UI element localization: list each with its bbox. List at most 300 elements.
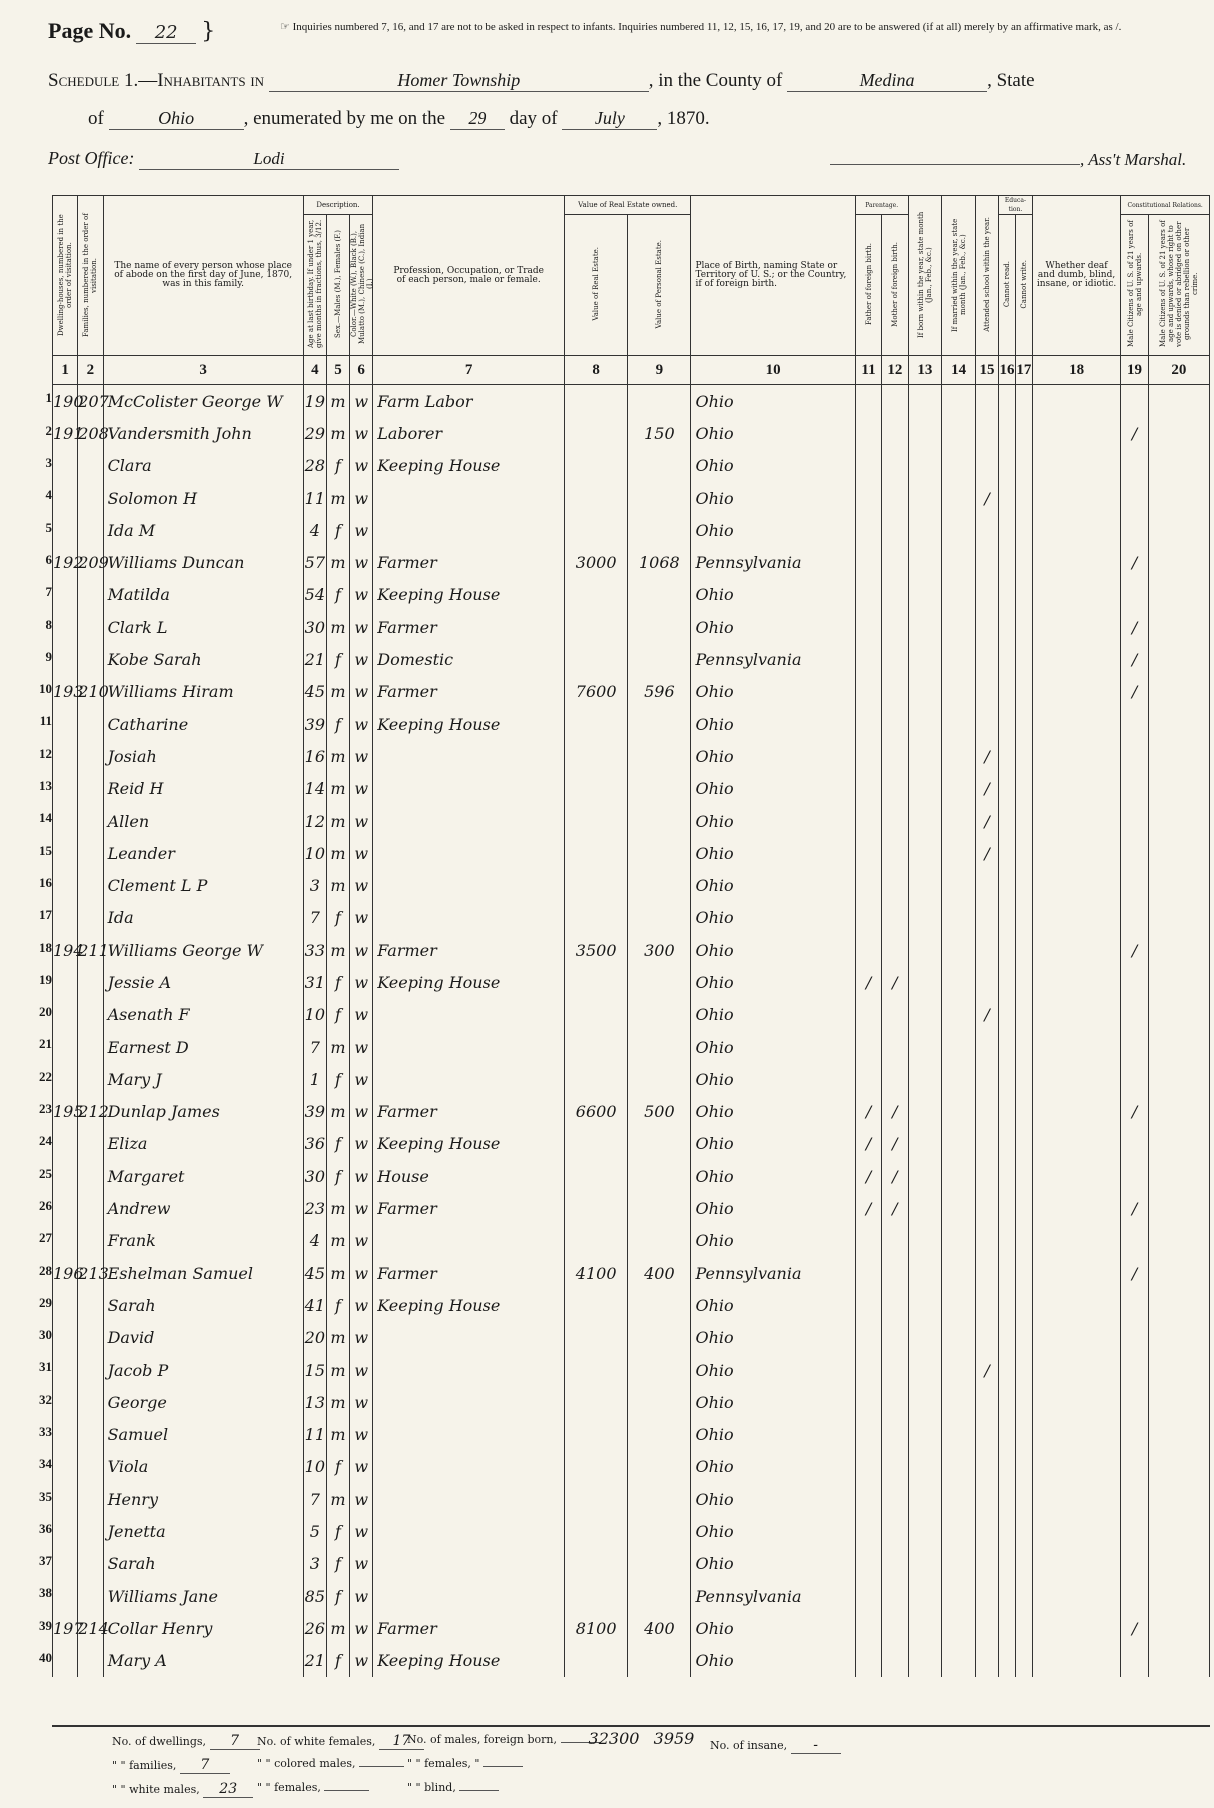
page-number: 22 (136, 22, 196, 44)
born-in-year (908, 1063, 942, 1095)
disability (1032, 1483, 1121, 1515)
vote-denied (1148, 837, 1209, 869)
summary-footer (52, 1725, 1210, 1805)
constitutional-header: Constitutional Relations. (1121, 196, 1210, 215)
attended-school: / (975, 740, 998, 772)
age: 30 (303, 1160, 326, 1192)
married-in-year (942, 805, 976, 837)
summary-white-males: " " white males, 23 (112, 1781, 253, 1798)
mother-foreign: / (882, 966, 908, 998)
father-foreign (855, 837, 881, 869)
age: 11 (303, 482, 326, 514)
personal-estate-value (628, 1451, 691, 1483)
sex: f (326, 1289, 349, 1321)
cannot-read (999, 1128, 1016, 1160)
father-foreign: / (855, 1128, 881, 1160)
birthplace: Ohio (691, 676, 855, 708)
cannot-write (1015, 1580, 1032, 1612)
occupation: Keeping House (373, 1128, 565, 1160)
age: 28 (303, 450, 326, 482)
father-foreign (855, 1257, 881, 1289)
occupation (373, 869, 565, 901)
row-number: 25 (39, 1166, 52, 1181)
married-in-year (942, 1128, 976, 1160)
enumeration-line (88, 108, 710, 130)
person-name: Sarah (103, 1289, 303, 1321)
disability (1032, 514, 1121, 546)
person-name: Williams Jane (103, 1580, 303, 1612)
real-estate-value (565, 579, 628, 611)
dwelling-number (53, 1645, 78, 1677)
sex: f (326, 514, 349, 546)
mother-foreign: / (882, 1128, 908, 1160)
disability (1032, 1515, 1121, 1547)
person-name: Samuel (103, 1419, 303, 1451)
table-row (53, 708, 1210, 740)
cannot-read (999, 643, 1016, 675)
male-citizen-21: / (1121, 1096, 1148, 1128)
birthplace: Ohio (691, 1548, 855, 1580)
row-number: 28 (39, 1263, 52, 1278)
occupation (373, 773, 565, 805)
mother-foreign (882, 450, 908, 482)
parentage-header: Parentage. (855, 196, 908, 215)
table-row (53, 1322, 1210, 1354)
born-in-year (908, 1354, 942, 1386)
summary-dwellings: No. of dwellings, 7 (112, 1733, 260, 1750)
attended-school (975, 1192, 998, 1224)
sex: m (326, 482, 349, 514)
row-number: 32 (39, 1392, 52, 1407)
family-number (78, 1515, 103, 1547)
age: 4 (303, 514, 326, 546)
column-number: 17 (1015, 356, 1032, 385)
table-row (53, 773, 1210, 805)
row-number: 34 (39, 1456, 52, 1471)
disability (1032, 385, 1121, 418)
real-estate-value: 6600 (565, 1096, 628, 1128)
personal-estate-value: 150 (628, 417, 691, 449)
birthplace: Pennsylvania (691, 1580, 855, 1612)
total-real-estate: 32300 (588, 1729, 640, 1748)
mother-foreign (882, 773, 908, 805)
row-number: 7 (45, 584, 52, 599)
cannot-read (999, 805, 1016, 837)
born-in-year (908, 385, 942, 418)
person-name: Viola (103, 1451, 303, 1483)
attended-school (975, 1580, 998, 1612)
birthplace: Ohio (691, 1289, 855, 1321)
personal-estate-value (628, 902, 691, 934)
mother-foreign (882, 1548, 908, 1580)
cannot-read (999, 773, 1016, 805)
disability (1032, 546, 1121, 578)
mother-foreign (882, 1031, 908, 1063)
vote-denied (1148, 1063, 1209, 1095)
row-number: 17 (39, 907, 52, 922)
column-number: 19 (1121, 356, 1148, 385)
of-label: of (88, 108, 104, 129)
married-in-year (942, 1031, 976, 1063)
sex: m (326, 676, 349, 708)
attended-school: / (975, 837, 998, 869)
attended-school (975, 869, 998, 901)
real-estate-value (565, 1483, 628, 1515)
cannot-write (1015, 1257, 1032, 1289)
state: Ohio (109, 108, 244, 130)
born-in-year (908, 708, 942, 740)
dwelling-number (53, 1128, 78, 1160)
col-15-header: Attended school within the year. (975, 196, 998, 356)
color: w (350, 1257, 373, 1289)
born-in-year (908, 482, 942, 514)
family-number (78, 999, 103, 1031)
age: 7 (303, 1031, 326, 1063)
table-row (53, 1645, 1210, 1677)
disability (1032, 805, 1121, 837)
cannot-read (999, 611, 1016, 643)
color: w (350, 1096, 373, 1128)
mother-foreign (882, 1451, 908, 1483)
mother-foreign (882, 1645, 908, 1677)
dwelling-number (53, 1548, 78, 1580)
person-name: Eshelman Samuel (103, 1257, 303, 1289)
cannot-read (999, 1289, 1016, 1321)
male-citizen-21 (1121, 966, 1148, 998)
disability (1032, 1354, 1121, 1386)
father-foreign: / (855, 1192, 881, 1224)
mother-foreign (882, 934, 908, 966)
father-foreign (855, 805, 881, 837)
real-estate-value (565, 611, 628, 643)
disability (1032, 676, 1121, 708)
birthplace: Ohio (691, 805, 855, 837)
married-in-year (942, 1063, 976, 1095)
row-number: 15 (39, 843, 52, 858)
real-estate-value (565, 1645, 628, 1677)
cannot-write (1015, 708, 1032, 740)
color: w (350, 1419, 373, 1451)
cannot-read (999, 1483, 1016, 1515)
person-name: Dunlap James (103, 1096, 303, 1128)
attended-school (975, 579, 998, 611)
mother-foreign (882, 1515, 908, 1547)
dwelling-number (53, 708, 78, 740)
personal-estate-value (628, 450, 691, 482)
col-13-header: If born within the year, state month (Jan., Feb., &c.) (908, 196, 942, 356)
mother-foreign (882, 869, 908, 901)
birthplace: Ohio (691, 611, 855, 643)
father-foreign (855, 1289, 881, 1321)
vote-denied (1148, 902, 1209, 934)
vote-denied (1148, 1128, 1209, 1160)
person-name: Solomon H (103, 482, 303, 514)
occupation: Keeping House (373, 450, 565, 482)
birthplace: Ohio (691, 1031, 855, 1063)
personal-estate-value (628, 1128, 691, 1160)
cannot-write (1015, 1192, 1032, 1224)
attended-school: / (975, 1354, 998, 1386)
cannot-read (999, 1192, 1016, 1224)
mother-foreign (882, 579, 908, 611)
personal-estate-value: 400 (628, 1612, 691, 1644)
month: July (562, 108, 657, 130)
sex: m (326, 1354, 349, 1386)
attended-school (975, 1096, 998, 1128)
cannot-read (999, 1257, 1016, 1289)
attended-school (975, 514, 998, 546)
sex: m (326, 1386, 349, 1418)
color: w (350, 1515, 373, 1547)
disability (1032, 482, 1121, 514)
father-foreign (855, 1548, 881, 1580)
birthplace: Ohio (691, 385, 855, 418)
sex: m (326, 740, 349, 772)
col-11-header: Father of foreign birth. (855, 215, 881, 356)
father-foreign (855, 1031, 881, 1063)
column-number: 9 (628, 356, 691, 385)
birthplace: Ohio (691, 869, 855, 901)
family-number: 210 (78, 676, 103, 708)
dwelling-number: 197 (53, 1612, 78, 1644)
attended-school (975, 966, 998, 998)
real-estate-value (565, 1160, 628, 1192)
father-foreign (855, 1612, 881, 1644)
sex: m (326, 611, 349, 643)
male-citizen-21 (1121, 1063, 1148, 1095)
person-name: Leander (103, 837, 303, 869)
family-number (78, 1160, 103, 1192)
col-1-header: Dwelling-houses, numbered in the order of visitation. (53, 196, 78, 356)
mother-foreign (882, 676, 908, 708)
sex: f (326, 902, 349, 934)
birthplace: Ohio (691, 1160, 855, 1192)
born-in-year (908, 1612, 942, 1644)
cannot-read (999, 1580, 1016, 1612)
cannot-write (1015, 1322, 1032, 1354)
male-citizen-21 (1121, 902, 1148, 934)
father-foreign (855, 643, 881, 675)
age: 14 (303, 773, 326, 805)
born-in-year (908, 805, 942, 837)
father-foreign (855, 579, 881, 611)
male-citizen-21 (1121, 1515, 1148, 1547)
color: w (350, 579, 373, 611)
occupation (373, 1580, 565, 1612)
real-estate-value (565, 1451, 628, 1483)
cannot-write (1015, 999, 1032, 1031)
education-header: Educa-tion. (999, 196, 1033, 215)
dwelling-number (53, 450, 78, 482)
col-2-header: Families, numbered in the order of visitation. (78, 196, 103, 356)
person-name: Josiah (103, 740, 303, 772)
vote-denied (1148, 805, 1209, 837)
age: 54 (303, 579, 326, 611)
real-estate-value (565, 740, 628, 772)
table-row (53, 1257, 1210, 1289)
married-in-year (942, 966, 976, 998)
vote-denied (1148, 1645, 1209, 1677)
family-number (78, 643, 103, 675)
color: w (350, 1354, 373, 1386)
personal-estate-value (628, 708, 691, 740)
cannot-read (999, 999, 1016, 1031)
table-row (53, 1612, 1210, 1644)
table-row (53, 1548, 1210, 1580)
married-in-year (942, 1580, 976, 1612)
mother-foreign (882, 417, 908, 449)
color: w (350, 773, 373, 805)
column-number: 2 (78, 356, 103, 385)
cannot-read (999, 546, 1016, 578)
attended-school (975, 1451, 998, 1483)
personal-estate-value (628, 1386, 691, 1418)
real-estate-value: 7600 (565, 676, 628, 708)
age: 11 (303, 1419, 326, 1451)
dwelling-number (53, 611, 78, 643)
male-citizen-21 (1121, 708, 1148, 740)
row-number: 20 (39, 1004, 52, 1019)
cannot-read (999, 1645, 1016, 1677)
personal-estate-value (628, 869, 691, 901)
cannot-write (1015, 450, 1032, 482)
real-estate-value: 4100 (565, 1257, 628, 1289)
occupation: Keeping House (373, 579, 565, 611)
male-citizen-21 (1121, 579, 1148, 611)
personal-estate-value: 596 (628, 676, 691, 708)
family-number (78, 1548, 103, 1580)
color: w (350, 934, 373, 966)
attended-school: / (975, 773, 998, 805)
born-in-year (908, 1515, 942, 1547)
column-number: 15 (975, 356, 998, 385)
occupation: Farmer (373, 934, 565, 966)
age: 41 (303, 1289, 326, 1321)
column-number: 8 (565, 356, 628, 385)
real-estate-value (565, 902, 628, 934)
dwelling-number (53, 482, 78, 514)
cannot-write (1015, 676, 1032, 708)
real-estate-value (565, 514, 628, 546)
summary-foreign-females: " " females, " (407, 1757, 523, 1770)
age: 3 (303, 1548, 326, 1580)
age: 1 (303, 1063, 326, 1095)
vote-denied (1148, 611, 1209, 643)
born-in-year (908, 514, 942, 546)
day: 29 (450, 108, 505, 130)
sex: f (326, 643, 349, 675)
color: w (350, 1289, 373, 1321)
personal-estate-value: 1068 (628, 546, 691, 578)
married-in-year (942, 902, 976, 934)
disability (1032, 869, 1121, 901)
attended-school (975, 643, 998, 675)
color: w (350, 482, 373, 514)
person-name: Collar Henry (103, 1612, 303, 1644)
born-in-year (908, 1289, 942, 1321)
mother-foreign (882, 546, 908, 578)
mother-foreign (882, 1063, 908, 1095)
father-foreign (855, 773, 881, 805)
dwelling-number: 193 (53, 676, 78, 708)
married-in-year (942, 708, 976, 740)
sex: m (326, 1031, 349, 1063)
real-estate-value (565, 1419, 628, 1451)
dwelling-number (53, 1160, 78, 1192)
dwelling-number: 195 (53, 1096, 78, 1128)
born-in-year (908, 546, 942, 578)
occupation: Farm Labor (373, 385, 565, 418)
male-citizen-21 (1121, 1160, 1148, 1192)
row-number: 29 (39, 1295, 52, 1310)
vote-denied (1148, 676, 1209, 708)
born-in-year (908, 1225, 942, 1257)
age: 16 (303, 740, 326, 772)
birthplace: Ohio (691, 999, 855, 1031)
vote-denied (1148, 1483, 1209, 1515)
father-foreign (855, 417, 881, 449)
born-in-year (908, 966, 942, 998)
col-19-header: Male Citizens of U. S. of 21 years of age and upwards. (1121, 215, 1148, 356)
vote-denied (1148, 934, 1209, 966)
family-number (78, 1225, 103, 1257)
attended-school: / (975, 482, 998, 514)
age: 12 (303, 805, 326, 837)
father-foreign (855, 450, 881, 482)
cannot-read (999, 902, 1016, 934)
personal-estate-value (628, 1483, 691, 1515)
table-row (53, 579, 1210, 611)
attended-school (975, 1257, 998, 1289)
row-number: 18 (39, 940, 52, 955)
disability (1032, 708, 1121, 740)
male-citizen-21: / (1121, 417, 1148, 449)
personal-estate-value (628, 1063, 691, 1095)
vote-denied (1148, 417, 1209, 449)
county: Medina (787, 70, 987, 92)
sex: m (326, 1225, 349, 1257)
cannot-write (1015, 546, 1032, 578)
birthplace: Pennsylvania (691, 1257, 855, 1289)
personal-estate-value (628, 514, 691, 546)
male-citizen-21 (1121, 869, 1148, 901)
col-14-header: If married within the year, state month (Jan., Feb., &c.) (942, 196, 976, 356)
dwelling-number (53, 805, 78, 837)
family-number (78, 708, 103, 740)
vote-denied (1148, 999, 1209, 1031)
mother-foreign (882, 611, 908, 643)
occupation (373, 902, 565, 934)
disability (1032, 934, 1121, 966)
cannot-write (1015, 1419, 1032, 1451)
male-citizen-21 (1121, 482, 1148, 514)
summary-colored-males: " " colored males, (257, 1757, 404, 1770)
col-10-header: Place of Birth, naming State or Territory of U. S.; or the Country, if of foreign birth. (691, 196, 855, 356)
color: w (350, 1386, 373, 1418)
table-row (53, 1192, 1210, 1224)
married-in-year (942, 1225, 976, 1257)
color: w (350, 643, 373, 675)
sex: f (326, 1515, 349, 1547)
born-in-year (908, 1451, 942, 1483)
cannot-write (1015, 1483, 1032, 1515)
disability (1032, 579, 1121, 611)
father-foreign (855, 1386, 881, 1418)
dwelling-number: 194 (53, 934, 78, 966)
father-foreign (855, 740, 881, 772)
cannot-read (999, 1419, 1016, 1451)
enumerated-label: , enumerated by me on the (243, 108, 446, 129)
